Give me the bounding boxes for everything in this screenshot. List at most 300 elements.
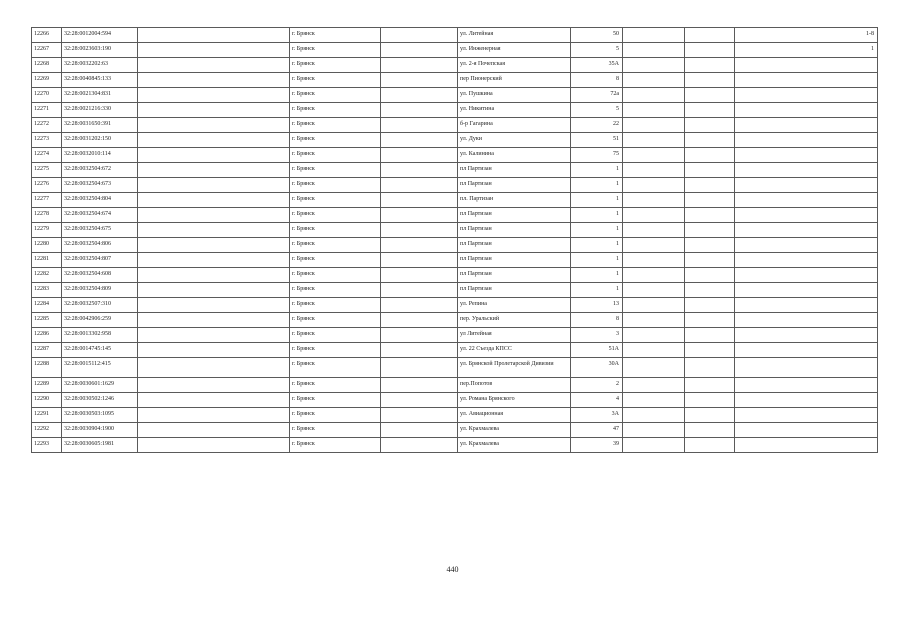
apartment-cell <box>735 253 878 268</box>
city-cell: г. Брянск <box>290 208 381 223</box>
table-row <box>32 148 878 163</box>
empty-cell <box>138 148 290 163</box>
apartment-cell <box>735 298 878 313</box>
empty-cell <box>623 238 685 253</box>
empty-cell <box>381 313 458 328</box>
empty-cell <box>381 328 458 343</box>
empty-cell <box>685 88 735 103</box>
street-cell: ул. Калинина <box>458 148 571 163</box>
house-number-cell: 1 <box>571 268 623 283</box>
empty-cell <box>138 328 290 343</box>
row-id-cell: 12285 <box>32 313 62 328</box>
empty-cell <box>623 43 685 58</box>
street-cell: пл Партизан <box>458 268 571 283</box>
cadastral-number-cell: 32:28:0032504:804 <box>62 193 138 208</box>
empty-cell <box>623 268 685 283</box>
empty-cell <box>381 223 458 238</box>
cadastral-number-cell: 32:28:0014745:145 <box>62 343 138 358</box>
cadastral-number-cell: 32:28:0032504:675 <box>62 223 138 238</box>
apartment-cell <box>735 223 878 238</box>
house-number-cell: 1 <box>571 253 623 268</box>
street-cell: ул. 2-я Почепская <box>458 58 571 73</box>
empty-cell <box>623 133 685 148</box>
row-id-cell: 12268 <box>32 58 62 73</box>
street-cell: б-р Гагарина <box>458 118 571 133</box>
empty-cell <box>138 253 290 268</box>
street-cell: ул. Романа Брянского <box>458 393 571 408</box>
empty-cell <box>685 343 735 358</box>
table-row <box>32 43 878 58</box>
cadastral-number-cell: 32:28:0032504:672 <box>62 163 138 178</box>
empty-cell <box>138 118 290 133</box>
house-number-cell: 39 <box>571 438 623 453</box>
row-id-cell: 12280 <box>32 238 62 253</box>
row-id-cell: 12293 <box>32 438 62 453</box>
house-number-cell: 3А <box>571 408 623 423</box>
empty-cell <box>381 378 458 393</box>
table-row <box>32 313 878 328</box>
empty-cell <box>685 298 735 313</box>
empty-cell <box>623 103 685 118</box>
house-number-cell: 2 <box>571 378 623 393</box>
empty-cell <box>381 253 458 268</box>
empty-cell <box>381 163 458 178</box>
table-row <box>32 88 878 103</box>
empty-cell <box>623 73 685 88</box>
empty-cell <box>623 408 685 423</box>
house-number-cell: 1 <box>571 163 623 178</box>
table-row <box>32 223 878 238</box>
city-cell: г. Брянск <box>290 408 381 423</box>
apartment-cell <box>735 208 878 223</box>
apartment-cell <box>735 88 878 103</box>
empty-cell <box>138 223 290 238</box>
cadastral-number-cell: 32:28:0030502:1246 <box>62 393 138 408</box>
empty-cell <box>623 28 685 43</box>
apartment-cell <box>735 58 878 73</box>
cadastral-number-cell: 32:28:0032507:310 <box>62 298 138 313</box>
row-id-cell: 12290 <box>32 393 62 408</box>
empty-cell <box>623 58 685 73</box>
empty-cell <box>381 118 458 133</box>
table-row <box>32 118 878 133</box>
empty-cell <box>138 178 290 193</box>
empty-cell <box>623 423 685 438</box>
empty-cell <box>685 253 735 268</box>
empty-cell <box>381 58 458 73</box>
empty-cell <box>685 58 735 73</box>
cadastral-number-cell: 32:28:0021216:330 <box>62 103 138 118</box>
empty-cell <box>685 268 735 283</box>
empty-cell <box>381 268 458 283</box>
street-cell: ул. Брянской Пролетарской Дивизии <box>458 358 571 378</box>
city-cell: г. Брянск <box>290 253 381 268</box>
empty-cell <box>138 313 290 328</box>
house-number-cell: 1 <box>571 223 623 238</box>
empty-cell <box>685 28 735 43</box>
city-cell: г. Брянск <box>290 73 381 88</box>
city-cell: г. Брянск <box>290 438 381 453</box>
row-id-cell: 12269 <box>32 73 62 88</box>
street-cell: пер Пионерский <box>458 73 571 88</box>
empty-cell <box>138 103 290 118</box>
empty-cell <box>381 358 458 378</box>
house-number-cell: 35А <box>571 58 623 73</box>
table-row <box>32 343 878 358</box>
city-cell: г. Брянск <box>290 148 381 163</box>
table-row <box>32 268 878 283</box>
cadastral-number-cell: 32:28:0032504:809 <box>62 283 138 298</box>
empty-cell <box>138 238 290 253</box>
table-row <box>32 253 878 268</box>
apartment-cell <box>735 148 878 163</box>
row-id-cell: 12281 <box>32 253 62 268</box>
apartment-cell: 1-8 <box>735 28 878 43</box>
empty-cell <box>381 28 458 43</box>
street-cell: пл. Партизан <box>458 193 571 208</box>
apartment-cell <box>735 103 878 118</box>
city-cell: г. Брянск <box>290 43 381 58</box>
street-cell: пер. Уральский <box>458 313 571 328</box>
row-id-cell: 12282 <box>32 268 62 283</box>
table-row <box>32 438 878 453</box>
street-cell: пер.Попотов <box>458 378 571 393</box>
house-number-cell: 1 <box>571 208 623 223</box>
row-id-cell: 12267 <box>32 43 62 58</box>
table-row <box>32 103 878 118</box>
empty-cell <box>623 378 685 393</box>
cadastral-number-cell: 32:28:0040845:133 <box>62 73 138 88</box>
house-number-cell: 50 <box>571 28 623 43</box>
apartment-cell <box>735 358 878 378</box>
empty-cell <box>381 103 458 118</box>
empty-cell <box>623 148 685 163</box>
row-id-cell: 12266 <box>32 28 62 43</box>
empty-cell <box>381 298 458 313</box>
empty-cell <box>381 88 458 103</box>
cadastral-number-cell: 32:28:0030601:1629 <box>62 378 138 393</box>
city-cell: г. Брянск <box>290 298 381 313</box>
house-number-cell: 1 <box>571 178 623 193</box>
apartment-cell: 1 <box>735 43 878 58</box>
empty-cell <box>623 328 685 343</box>
street-cell: ул. Никитина <box>458 103 571 118</box>
empty-cell <box>685 148 735 163</box>
cadastral-number-cell: 32:28:0013302:958 <box>62 328 138 343</box>
table-row <box>32 73 878 88</box>
empty-cell <box>623 253 685 268</box>
house-number-cell: 47 <box>571 423 623 438</box>
empty-cell <box>138 283 290 298</box>
empty-cell <box>623 393 685 408</box>
cadastral-number-cell: 32:28:0032504:608 <box>62 268 138 283</box>
house-number-cell: 1 <box>571 238 623 253</box>
row-id-cell: 12270 <box>32 88 62 103</box>
apartment-cell <box>735 133 878 148</box>
table-row <box>32 423 878 438</box>
cadastral-number-cell: 32:28:0023603:190 <box>62 43 138 58</box>
empty-cell <box>623 178 685 193</box>
city-cell: г. Брянск <box>290 283 381 298</box>
row-id-cell: 12274 <box>32 148 62 163</box>
city-cell: г. Брянск <box>290 358 381 378</box>
city-cell: г. Брянск <box>290 423 381 438</box>
apartment-cell <box>735 73 878 88</box>
city-cell: г. Брянск <box>290 178 381 193</box>
house-number-cell: 22 <box>571 118 623 133</box>
empty-cell <box>685 328 735 343</box>
city-cell: г. Брянск <box>290 343 381 358</box>
street-cell: ул. Пушкина <box>458 88 571 103</box>
empty-cell <box>138 163 290 178</box>
empty-cell <box>381 193 458 208</box>
row-id-cell: 12286 <box>32 328 62 343</box>
row-id-cell: 12284 <box>32 298 62 313</box>
empty-cell <box>138 378 290 393</box>
empty-cell <box>381 133 458 148</box>
empty-cell <box>138 58 290 73</box>
street-cell: ул. Крахмалева <box>458 423 571 438</box>
empty-cell <box>685 43 735 58</box>
apartment-cell <box>735 343 878 358</box>
cadastral-number-cell: 32:28:0032504:673 <box>62 178 138 193</box>
row-id-cell: 12273 <box>32 133 62 148</box>
street-cell: пл Партизан <box>458 223 571 238</box>
empty-cell <box>138 358 290 378</box>
empty-cell <box>623 298 685 313</box>
house-number-cell: 1 <box>571 193 623 208</box>
cadastral-number-cell: 32:28:0021304:831 <box>62 88 138 103</box>
empty-cell <box>381 408 458 423</box>
empty-cell <box>685 358 735 378</box>
table-row <box>32 28 878 43</box>
row-id-cell: 12292 <box>32 423 62 438</box>
empty-cell <box>685 408 735 423</box>
house-number-cell: 51А <box>571 343 623 358</box>
table-row <box>32 178 878 193</box>
street-cell: ул. Репина <box>458 298 571 313</box>
row-id-cell: 12275 <box>32 163 62 178</box>
table-row <box>32 133 878 148</box>
cadastral-number-cell: 32:28:0015112:415 <box>62 358 138 378</box>
empty-cell <box>138 268 290 283</box>
city-cell: г. Брянск <box>290 28 381 43</box>
empty-cell <box>685 193 735 208</box>
apartment-cell <box>735 283 878 298</box>
house-number-cell: 51 <box>571 133 623 148</box>
city-cell: г. Брянск <box>290 328 381 343</box>
empty-cell <box>623 313 685 328</box>
apartment-cell <box>735 328 878 343</box>
empty-cell <box>623 208 685 223</box>
table-row <box>32 283 878 298</box>
apartment-cell <box>735 193 878 208</box>
row-id-cell: 12279 <box>32 223 62 238</box>
apartment-cell <box>735 393 878 408</box>
apartment-cell <box>735 438 878 453</box>
table-row <box>32 238 878 253</box>
cadastral-number-cell: 32:28:0032504:674 <box>62 208 138 223</box>
house-number-cell: 5 <box>571 43 623 58</box>
empty-cell <box>685 313 735 328</box>
empty-cell <box>138 393 290 408</box>
empty-cell <box>138 73 290 88</box>
table-row <box>32 378 878 393</box>
table-row <box>32 193 878 208</box>
street-cell: пл Партизан <box>458 163 571 178</box>
empty-cell <box>623 163 685 178</box>
empty-cell <box>138 343 290 358</box>
house-number-cell: 5 <box>571 103 623 118</box>
empty-cell <box>685 438 735 453</box>
empty-cell <box>685 378 735 393</box>
registry-table <box>31 27 878 453</box>
empty-cell <box>381 238 458 253</box>
street-cell: ул. Дуки <box>458 133 571 148</box>
street-cell: ул. Литейная <box>458 28 571 43</box>
house-number-cell: 1 <box>571 283 623 298</box>
row-id-cell: 12271 <box>32 103 62 118</box>
empty-cell <box>381 283 458 298</box>
empty-cell <box>685 238 735 253</box>
apartment-cell <box>735 313 878 328</box>
empty-cell <box>685 283 735 298</box>
house-number-cell: 8 <box>571 313 623 328</box>
empty-cell <box>381 208 458 223</box>
empty-cell <box>381 43 458 58</box>
empty-cell <box>685 208 735 223</box>
empty-cell <box>138 88 290 103</box>
cadastral-number-cell: 32:28:0030503:1095 <box>62 408 138 423</box>
row-id-cell: 12289 <box>32 378 62 393</box>
city-cell: г. Брянск <box>290 88 381 103</box>
city-cell: г. Брянск <box>290 313 381 328</box>
house-number-cell: 30А <box>571 358 623 378</box>
house-number-cell: 4 <box>571 393 623 408</box>
empty-cell <box>138 208 290 223</box>
house-number-cell: 8 <box>571 73 623 88</box>
cadastral-number-cell: 32:28:0042906:259 <box>62 313 138 328</box>
city-cell: г. Брянск <box>290 163 381 178</box>
empty-cell <box>685 178 735 193</box>
empty-cell <box>623 283 685 298</box>
empty-cell <box>138 133 290 148</box>
apartment-cell <box>735 238 878 253</box>
empty-cell <box>381 393 458 408</box>
street-cell: пл Партизан <box>458 283 571 298</box>
street-cell: ул. Авиационная <box>458 408 571 423</box>
street-cell: ул. Крахмалева <box>458 438 571 453</box>
empty-cell <box>623 88 685 103</box>
empty-cell <box>138 193 290 208</box>
empty-cell <box>138 423 290 438</box>
empty-cell <box>685 223 735 238</box>
cadastral-number-cell: 32:28:0030904:1900 <box>62 423 138 438</box>
empty-cell <box>685 103 735 118</box>
table-row <box>32 408 878 423</box>
empty-cell <box>623 223 685 238</box>
row-id-cell: 12291 <box>32 408 62 423</box>
cadastral-number-cell: 32:28:0032504:807 <box>62 253 138 268</box>
city-cell: г. Брянск <box>290 268 381 283</box>
city-cell: г. Брянск <box>290 238 381 253</box>
empty-cell <box>138 438 290 453</box>
table-row <box>32 58 878 73</box>
empty-cell <box>138 28 290 43</box>
table-row <box>32 358 878 378</box>
house-number-cell: 3 <box>571 328 623 343</box>
registry-table-body <box>32 28 878 453</box>
row-id-cell: 12272 <box>32 118 62 133</box>
street-cell: ул Литейная <box>458 328 571 343</box>
apartment-cell <box>735 163 878 178</box>
empty-cell <box>623 343 685 358</box>
empty-cell <box>685 163 735 178</box>
apartment-cell <box>735 408 878 423</box>
street-cell: пл Партизан <box>458 208 571 223</box>
street-cell: пл Партизан <box>458 253 571 268</box>
empty-cell <box>381 148 458 163</box>
city-cell: г. Брянск <box>290 103 381 118</box>
cadastral-number-cell: 32:28:0031650:391 <box>62 118 138 133</box>
empty-cell <box>685 73 735 88</box>
row-id-cell: 12276 <box>32 178 62 193</box>
city-cell: г. Брянск <box>290 133 381 148</box>
street-cell: ул. Инженерная <box>458 43 571 58</box>
empty-cell <box>623 358 685 378</box>
cadastral-number-cell: 32:28:0032504:806 <box>62 238 138 253</box>
street-cell: пл Партизан <box>458 178 571 193</box>
empty-cell <box>138 43 290 58</box>
row-id-cell: 12278 <box>32 208 62 223</box>
row-id-cell: 12277 <box>32 193 62 208</box>
empty-cell <box>381 438 458 453</box>
table-row <box>32 208 878 223</box>
empty-cell <box>623 438 685 453</box>
empty-cell <box>381 73 458 88</box>
row-id-cell: 12283 <box>32 283 62 298</box>
city-cell: г. Брянск <box>290 378 381 393</box>
empty-cell <box>623 118 685 133</box>
cadastral-number-cell: 32:28:0032202:63 <box>62 58 138 73</box>
empty-cell <box>685 118 735 133</box>
row-id-cell: 12288 <box>32 358 62 378</box>
city-cell: г. Брянск <box>290 193 381 208</box>
empty-cell <box>138 298 290 313</box>
apartment-cell <box>735 378 878 393</box>
empty-cell <box>381 178 458 193</box>
house-number-cell: 75 <box>571 148 623 163</box>
street-cell: пл Партизан <box>458 238 571 253</box>
apartment-cell <box>735 268 878 283</box>
empty-cell <box>138 408 290 423</box>
apartment-cell <box>735 118 878 133</box>
street-cell: ул. 22 Съезда КПСС <box>458 343 571 358</box>
city-cell: г. Брянск <box>290 223 381 238</box>
house-number-cell: 13 <box>571 298 623 313</box>
empty-cell <box>685 393 735 408</box>
cadastral-number-cell: 32:28:0012004:594 <box>62 28 138 43</box>
house-number-cell: 72а <box>571 88 623 103</box>
page-number: 440 <box>446 565 459 574</box>
table-row <box>32 298 878 313</box>
table-row <box>32 328 878 343</box>
cadastral-number-cell: 32:28:0031202:150 <box>62 133 138 148</box>
city-cell: г. Брянск <box>290 393 381 408</box>
table-row <box>32 393 878 408</box>
table-row <box>32 163 878 178</box>
empty-cell <box>685 133 735 148</box>
